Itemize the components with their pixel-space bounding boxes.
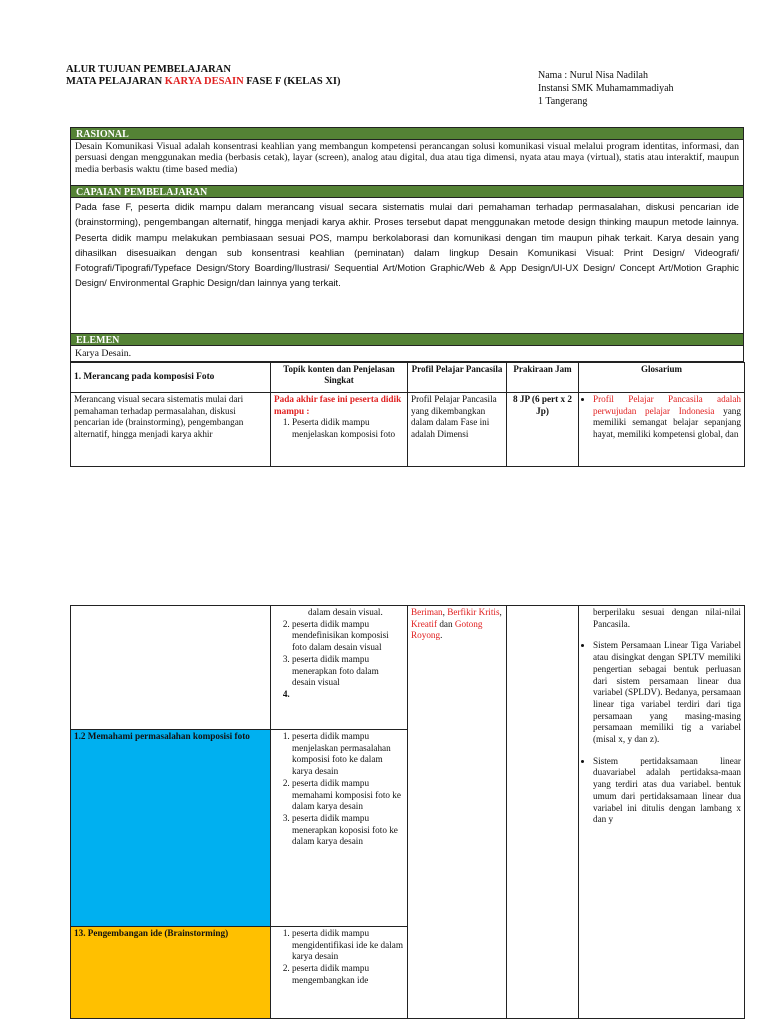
topic-item: 2. peserta didik mampu mendefinisikan komposisi foto dalam desain visual	[292, 619, 404, 654]
glossary-cell	[579, 606, 745, 1019]
glossary-list	[582, 756, 741, 826]
topic-item: 1. peserta didik mampu menjelaskan permasalahan komposisi foto ke dalam karya desain	[292, 731, 404, 778]
dimension-gotong-royong: Gotong Royong	[411, 618, 483, 641]
topic-cell	[271, 393, 408, 467]
glossary-term: Profil Pelajar Pancasila adalah perwujudan pelajar Indonesia	[593, 394, 741, 416]
profile-dimensions	[411, 607, 503, 642]
elemen-subtitle: Karya Desain.	[70, 346, 744, 362]
dimension-end: .	[440, 630, 443, 641]
element-label-brainstorming: 13. Pengembangan ide (Brainstorming)	[71, 927, 271, 1019]
document-title	[66, 64, 341, 88]
title-prefix: MATA PELAJARAN	[66, 76, 165, 87]
author-institution: Instansi SMK Muhamammadiyah	[538, 83, 674, 94]
hours-cell: 8 JP (6 pert x 2 Jp)	[507, 393, 579, 467]
title-suffix: FASE F (KELAS XI)	[243, 76, 341, 87]
glossary-continued: berperilaku sesuai dengan nilai-nilai Pancasila.	[593, 607, 741, 629]
topic-item	[292, 689, 404, 701]
topic-item: 1. Peserta didik mampu menjelaskan komposisi foto	[292, 417, 404, 440]
topic-header: Topik konten dan Penjelasan Singkat	[271, 363, 408, 393]
title-line-2	[66, 76, 341, 88]
glossary-item: • Sistem Persamaan Linear Tiga Variabel atau disingkat dengan SPLTV memiliki pengertian sebagai bentuk perluasan dari sistem persamaan linear dua variabel (SPLDV). Bedanya, persamaan linear tiga variabel terdiri dari tiga persamaan yang masing-masing persamaan memiliki tig a variabel (misal x, y dan z).	[593, 640, 741, 745]
topic-cell	[271, 730, 408, 927]
table-top	[70, 362, 745, 467]
title-line-1: ALUR TUJUAN PEMBELAJARAN	[66, 64, 231, 75]
author-info	[538, 69, 674, 108]
topic-list	[274, 731, 404, 848]
glossary-list	[582, 394, 741, 441]
elemen-section	[70, 333, 744, 362]
glossary-item: • Sistem pertidaksamaan linear duavariabel adalah pertidaksa-maan yang terdiri atas dua variabel. bentuk umum dari pertidaksamaan linear dua variabel ini ditulis dengan lambang x dan y	[593, 756, 741, 826]
author-city: 1 Tangerang	[538, 96, 588, 107]
glossary-definition: yang memiliki semangat belajar sepanjang hayat, memiliki kompetensi global, dan	[593, 405, 741, 440]
profile-cell: Profil Pelajar Pancasila yang dikembangkan dalam dalam Fase ini adalah Dimensi	[408, 393, 507, 467]
dimension-separator: dan	[437, 618, 455, 629]
element-cell-empty	[71, 606, 271, 730]
elemen-heading: ELEMEN	[70, 333, 744, 346]
profile-header: Profil Pelajar Pancasila	[408, 363, 507, 393]
topic-item: 1. peserta didik mampu mengidentifikasi ide ke dalam karya desain	[292, 928, 404, 963]
dimension-berfikir-kritis: Berfikir Kritis	[447, 607, 500, 617]
topic-list	[274, 928, 404, 987]
capaian-text: Pada fase F, peserta didik mampu dalam merancang visual secara sistematis mulai dari pemahaman terhadap permasalahan, diskusi pencarian ide (brainstorming), pengembangan alternatif, hingga menjadi karya akhir. Proses tersebut dapat menggunakan metode design thinking maupun metode lainnya. Peserta didik mampu melakukan pembiasaan sesuai POS, mampu berkolaborasi dan komunikasi dengan tim maupun pihak terkait. Karya desain yang dihasilkan disesuaikan dengan sub konsentrasi keahlian (peminatan) dalam lingkup Desain Komunikasi Visual: Print Design/ Videografi/ Fotografi/Tipografi/Typeface Design/Story Boarding/Ilustrasi/ Sequential Art/Motion Graphic/Web & App Design/UI-UX Design/ Concept Art/Motion Graphic Design/ Environmental Graphic Design/dan lainnya yang terkait.	[70, 198, 744, 334]
table-row	[71, 606, 745, 730]
topic-item: 3. peserta didik mampu menerapkan foto dalam desain visual	[292, 654, 404, 689]
glossary-cell	[579, 393, 745, 467]
capaian-heading: CAPAIAN PEMBELAJARAN	[70, 185, 744, 198]
table-row	[71, 393, 745, 467]
topic-cell	[271, 606, 408, 730]
dimension-kreatif: Kreatif	[411, 618, 438, 629]
topic-continued: dalam desain visual.	[308, 607, 383, 617]
table-header-row	[71, 363, 745, 393]
topic-item: 2. peserta didik mampu memahami komposisi foto ke dalam karya desain	[292, 778, 404, 813]
dimension-separator: ,	[499, 607, 502, 617]
hours-header: Prakiraan Jam	[507, 363, 579, 393]
subject-name: KARYA DESAIN	[164, 76, 244, 87]
element-header: 1. Merancang pada komposisi Foto	[71, 363, 271, 393]
dimension-beriman: Beriman	[411, 607, 443, 617]
topic-item: 3. peserta didik mampu menerapkan koposisi foto ke dalam karya desain	[292, 813, 404, 848]
hours-cell-empty	[507, 606, 579, 1019]
glossary-list	[582, 640, 741, 745]
capaian-section	[70, 185, 744, 334]
topic-cell	[271, 927, 408, 1019]
glossary-header: Glosarium	[579, 363, 745, 393]
element-description: Merancang visual secara sistematis mulai dari pemahaman terhadap permasalahan, diskusi pencarian ide (brainstorming), pengembangan alternatif, hingga menjadi karya akhir	[71, 393, 271, 467]
rasional-section	[70, 127, 744, 186]
element-label-memahami: 1.2 Memahami permasalahan komposisi foto	[71, 730, 271, 927]
author-name: Nama : Nurul Nisa Nadilah	[538, 70, 648, 81]
topic-list	[274, 619, 404, 701]
rasional-text: Desain Komunikasi Visual adalah konsentrasi keahlian yang membangun kompetensi perancangan solusi komunikasi visual melalui program identitas, informasi, dan persuasi dengan menggunakan media (berbasis cetak), layar (screen), analog atau digital, dua atau tiga dimensi, nyata atau maya (virtual), statis atau interaktif, maupun media berbasis waktu (time based media)	[70, 140, 744, 186]
glossary-item	[593, 394, 741, 441]
topic-item: 2. peserta didik mampu mengembangkan ide	[292, 963, 404, 986]
profile-dimensions-cell	[408, 606, 507, 1019]
topic-intro: Pada akhir fase ini peserta didik mampu :	[274, 394, 402, 416]
topic-list	[274, 417, 404, 440]
table-bottom	[70, 605, 745, 1019]
rasional-heading: RASIONAL	[70, 127, 744, 140]
dimension-separator: ,	[442, 607, 448, 617]
